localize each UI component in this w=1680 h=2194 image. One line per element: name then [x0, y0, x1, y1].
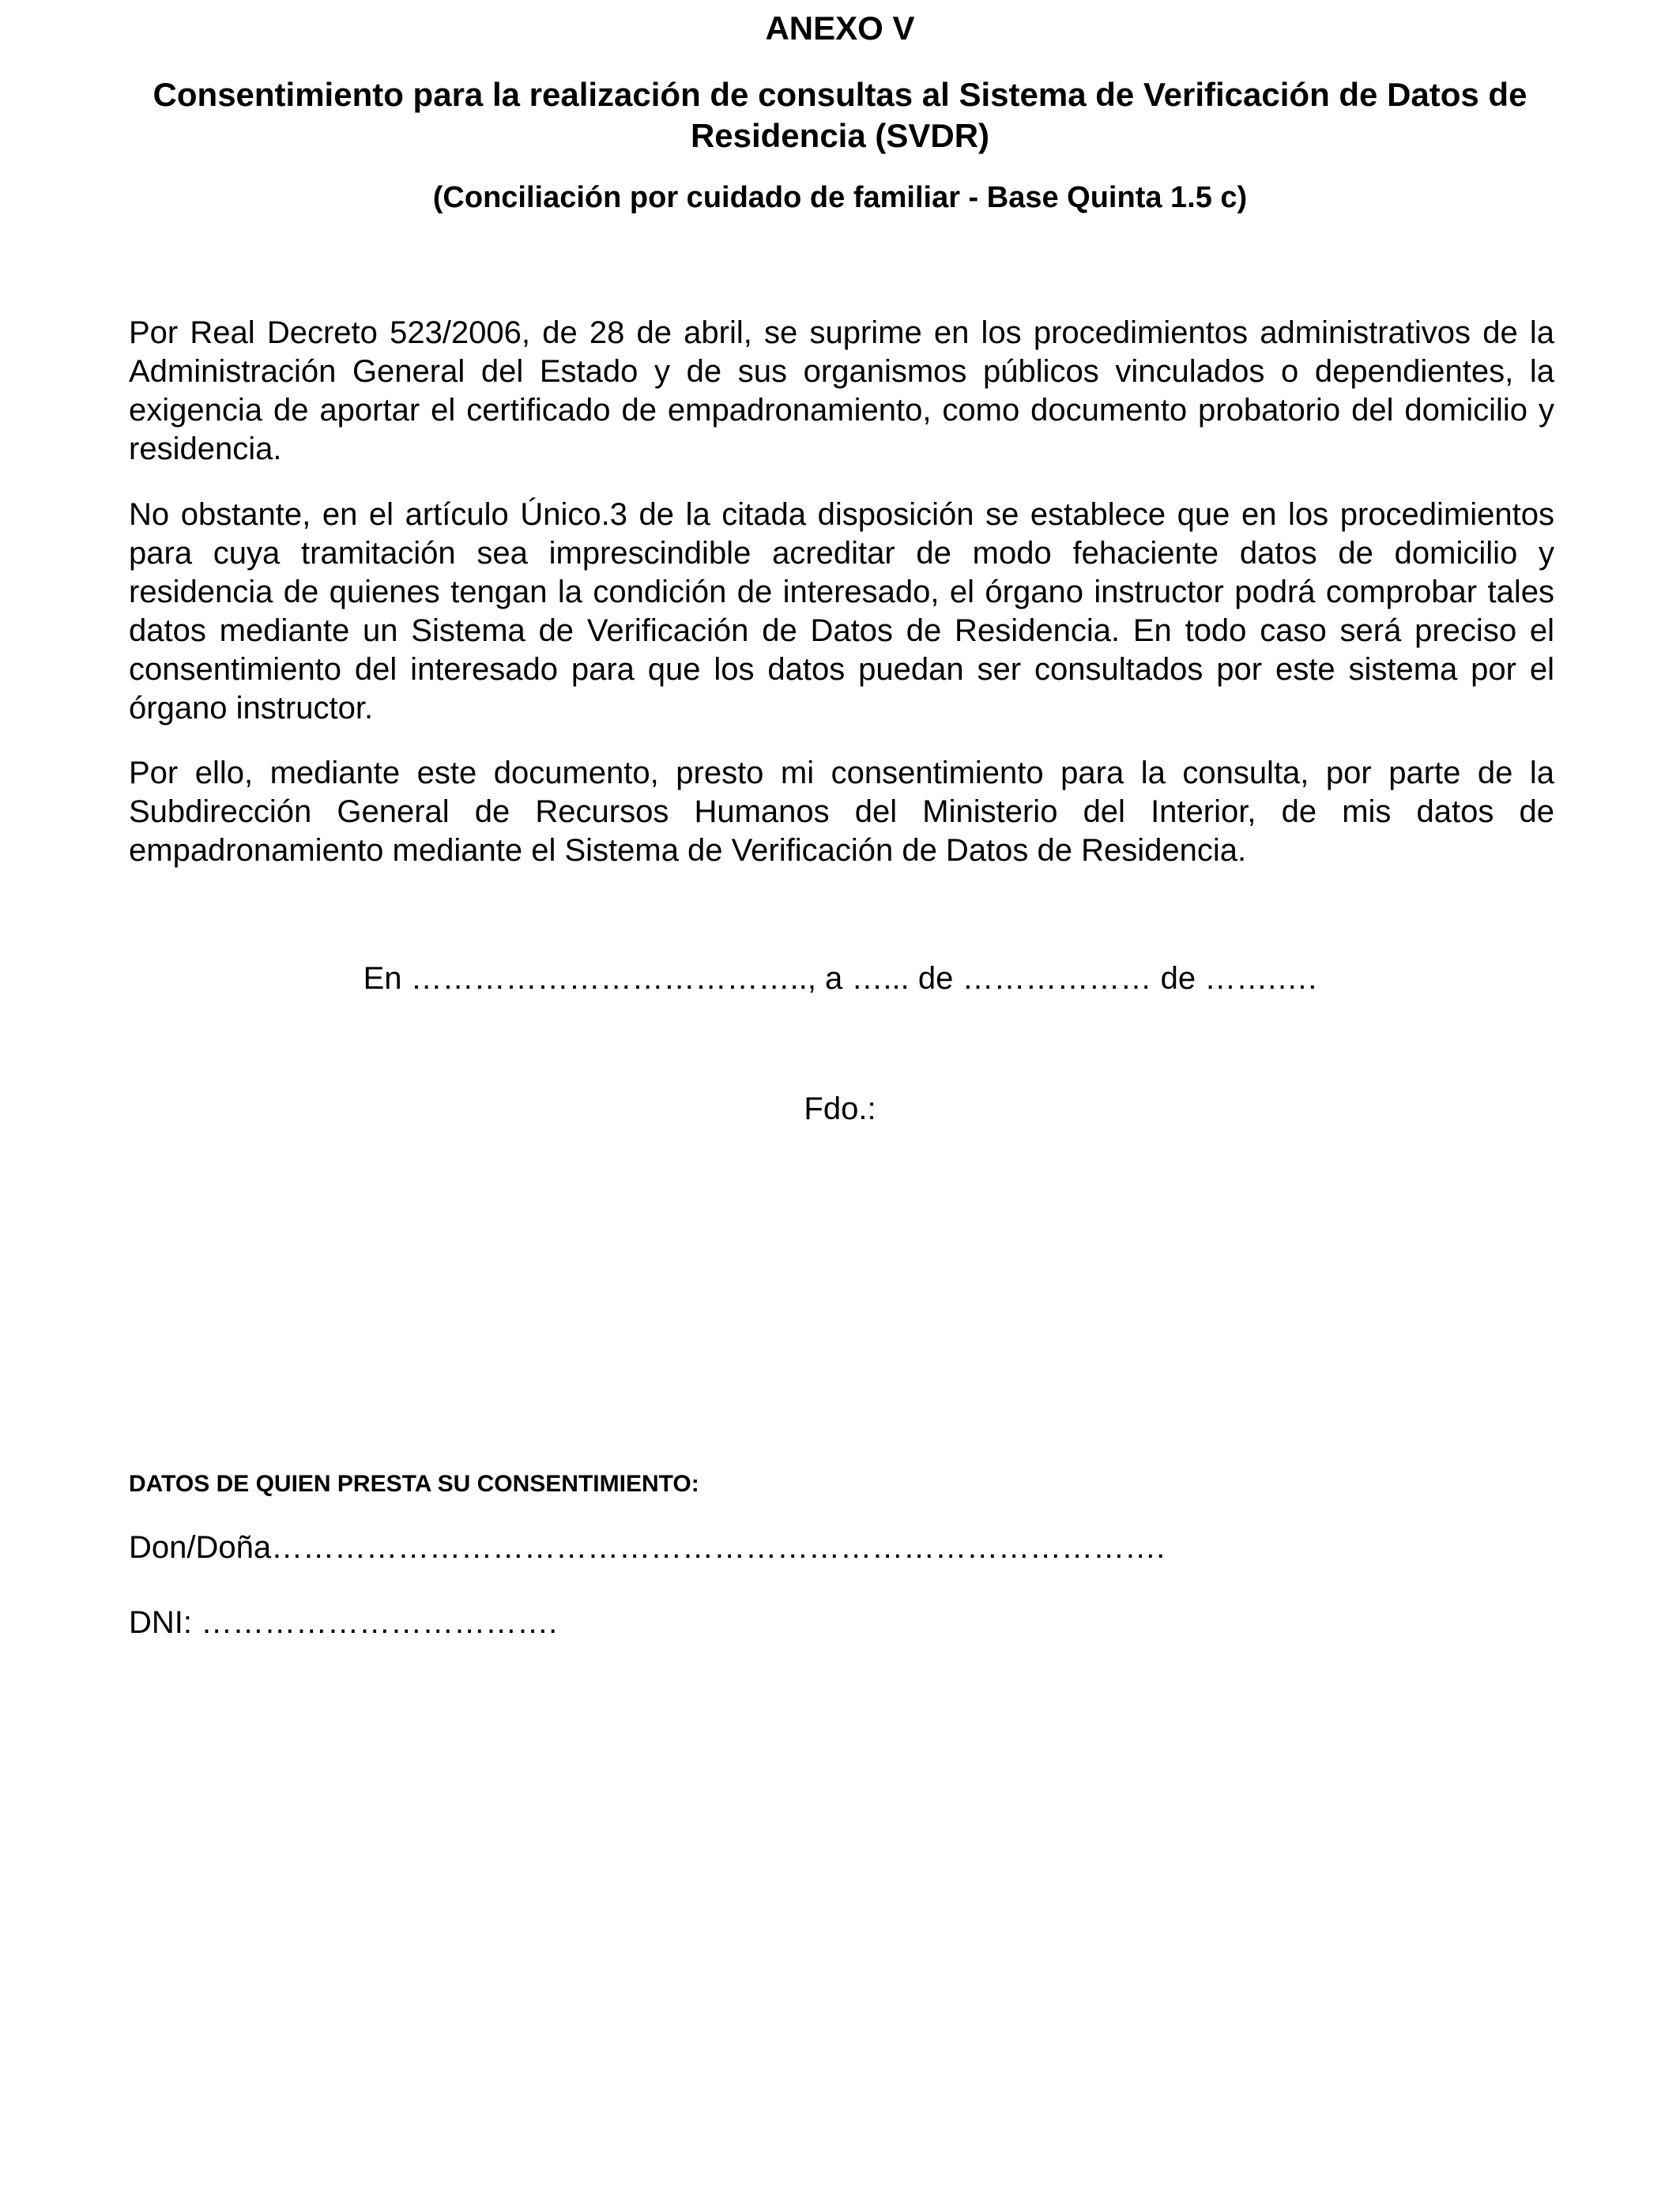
document-subtitle: (Conciliación por cuidado de familiar - Base Quinta 1.5 c)	[432, 181, 1248, 214]
paragraph-verification-system: No obstante, en el artículo Único.3 de la citada disposición se establece que en los procedimientos para cuya tramitación sea imprescindible acreditar de modo fehaciente datos de domicilio y residencia de quienes tengan la condición de interesado, el órgano instructor podrá comprobar tales datos mediante un Sistema de Verificación de Datos de Residencia. En todo caso será preciso el consentimiento del interesado para que los datos puedan ser consultados por este sistema por el órgano instructor.	[129, 497, 1554, 726]
dni-field: DNI: …………………………….	[129, 1605, 558, 1640]
document-title: Consentimiento para la realización de consultas al Sistema de Verificación de Datos de Residencia (SVDR)	[153, 76, 1527, 154]
paragraph-consent-statement: Por ello, mediante este documento, presto mi consentimiento para la consulta, por parte de la Subdirección General de Recursos Humanos del Ministerio del Interior, de mis datos de empadronamiento mediante el Sistema de Verificación de Datos de Residencia.	[129, 756, 1554, 868]
consent-section-heading: DATOS DE QUIEN PRESTA SU CONSENTIMIENTO:	[129, 1471, 699, 1497]
paragraph-legal-basis: Por Real Decreto 523/2006, de 28 de abril, se suprime en los procedimientos administrativos de la Administración General del Estado y de sus organismos públicos vinculados o dependientes, la exigencia de aportar el certificado de empadronamiento, como documento probatorio del domicilio y residencia.	[129, 315, 1554, 466]
date-place-line: En ……………………………….., a …... de ……………… de …….….	[363, 961, 1317, 996]
name-field: Don/Doña………………………………………………………………………….	[129, 1530, 1166, 1565]
signature-label: Fdo.:	[804, 1091, 876, 1126]
annex-title: ANEXO V	[765, 9, 915, 47]
